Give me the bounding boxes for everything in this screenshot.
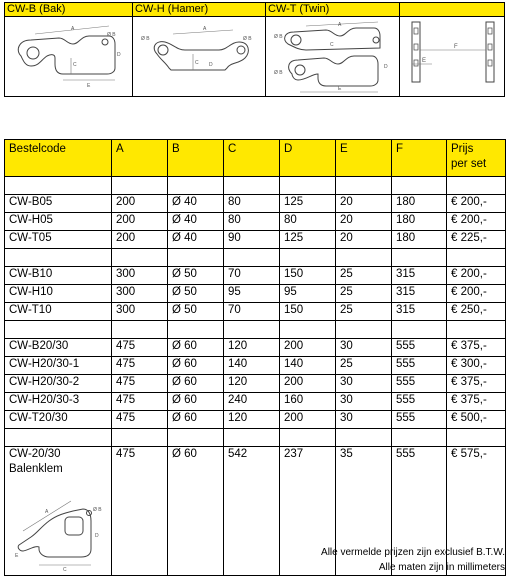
svg-text:Ø B: Ø B [243,36,252,42]
value-cell: 120 [224,375,280,393]
svg-text:E: E [422,58,427,64]
value-cell: 200 [112,213,168,231]
value-cell: Ø 40 [168,213,224,231]
value-cell: € 375,- [447,339,506,357]
svg-text:A: A [45,509,49,515]
value-cell: 475 [112,411,168,429]
header-divider [504,2,505,97]
value-cell: 140 [280,357,336,375]
table-row [5,195,506,213]
empty-cell [5,429,112,447]
value-cell: € 300,- [447,357,506,375]
value-cell: 315 [392,285,447,303]
spacer-row [5,249,506,267]
empty-cell [168,249,224,267]
empty-cell [392,429,447,447]
value-cell: 20 [336,195,392,213]
value-cell: 555 [392,375,447,393]
spacer-row [5,429,506,447]
empty-cell [168,321,224,339]
order-code-cell: CW-H20/30-3 [5,393,112,411]
value-cell: 555 [392,357,447,375]
value-cell: 150 [280,303,336,321]
value-cell: 80 [224,195,280,213]
value-cell: 237 [280,447,336,576]
value-cell: 90 [224,231,280,249]
order-code-cell: CW-H20/30-2 [5,375,112,393]
value-cell: 25 [336,285,392,303]
value-cell: 35 [336,447,392,576]
empty-cell [224,321,280,339]
empty-cell [336,249,392,267]
value-cell: 200 [280,411,336,429]
value-cell: 180 [392,213,447,231]
value-cell: 120 [224,411,280,429]
svg-text:Ø B: Ø B [93,507,102,513]
value-cell: 70 [224,303,280,321]
value-cell: 300 [112,285,168,303]
profile-label-hamer: CW-H (Hamer) [132,2,265,17]
empty-cell [112,321,168,339]
order-code-cell: CW-H10 [5,285,112,303]
value-cell: € 200,- [447,285,506,303]
balenklem-drawing [9,487,105,571]
col-header: E [336,140,392,177]
empty-cell [392,177,447,195]
value-cell: 200 [280,375,336,393]
empty-cell [336,321,392,339]
empty-cell [447,177,506,195]
col-header: F [392,140,447,177]
order-code-cell: CW-B05 [5,195,112,213]
value-cell: 150 [280,267,336,285]
value-cell: 30 [336,339,392,357]
order-code-cell: CW-T20/30 [5,411,112,429]
value-cell: 95 [280,285,336,303]
twin-profile-drawing [266,18,399,96]
empty-cell [280,249,336,267]
table-header-row [5,140,506,177]
col-header: A [112,140,168,177]
order-code-cell: CW-T05 [5,231,112,249]
value-cell: 200 [112,231,168,249]
value-cell: Ø 60 [168,393,224,411]
svg-text:Ø B: Ø B [274,34,283,40]
empty-cell [168,429,224,447]
svg-text:A: A [338,22,342,28]
svg-text:E: E [87,83,91,89]
value-cell: 70 [224,267,280,285]
value-cell: 240 [224,393,280,411]
value-cell: 200 [280,339,336,357]
svg-text:Ø B: Ø B [107,32,116,38]
value-cell: 20 [336,213,392,231]
value-cell: Ø 60 [168,411,224,429]
profile-label-bak: CW-B (Bak) [4,2,132,17]
value-cell: 25 [336,267,392,285]
table-row [5,357,506,375]
value-cell: 30 [336,411,392,429]
value-cell: 25 [336,357,392,375]
value-cell: 475 [112,393,168,411]
footer-vat-note: Alle vermelde prijzen zijn exclusief B.T.W. [321,547,505,558]
value-cell: 80 [224,213,280,231]
order-code-cell: CW-H05 [5,213,112,231]
value-cell: Ø 40 [168,195,224,213]
value-cell: Ø 60 [168,447,224,576]
empty-cell [447,249,506,267]
value-cell: 95 [224,285,280,303]
value-cell: 315 [392,303,447,321]
value-cell: € 200,- [447,267,506,285]
value-cell: 25 [336,303,392,321]
svg-text:A: A [71,26,75,32]
value-cell: Ø 50 [168,303,224,321]
svg-text:F: F [454,44,458,50]
order-code-cell: CW-T10 [5,303,112,321]
value-cell: € 200,- [447,195,506,213]
empty-cell [280,177,336,195]
table-row [5,303,506,321]
value-cell: 160 [280,393,336,411]
order-code-cell: CW-B20/30 [5,339,112,357]
empty-cell [112,249,168,267]
col-header: Bestelcode [5,140,112,177]
col-header: B [168,140,224,177]
value-cell: Ø 50 [168,285,224,303]
value-cell: 300 [112,303,168,321]
table-row [5,231,506,249]
value-cell: 300 [112,267,168,285]
value-cell: € 200,- [447,213,506,231]
value-cell: 125 [280,231,336,249]
empty-cell [280,321,336,339]
svg-text:C: C [73,62,77,68]
empty-cell [447,429,506,447]
value-cell: 475 [112,375,168,393]
hamer-profile-drawing [133,18,265,96]
value-cell: € 375,- [447,393,506,411]
value-cell: 555 [392,411,447,429]
table-row [5,411,506,429]
value-cell: € 225,- [447,231,506,249]
specification-table [4,139,506,576]
svg-text:C: C [63,567,67,571]
value-cell: 125 [280,195,336,213]
svg-text:E: E [338,86,342,92]
svg-text:D: D [117,52,121,58]
svg-text:D: D [384,64,388,70]
empty-cell [5,321,112,339]
value-cell: 180 [392,231,447,249]
value-cell: 555 [392,339,447,357]
profile-label-twin: CW-T (Twin) [265,2,399,17]
value-cell: € 575,- [447,447,506,576]
side-view-drawing [400,18,504,96]
table-row [5,213,506,231]
col-header-price: Prijs per set [447,140,506,177]
value-cell: € 500,- [447,411,506,429]
svg-text:E: E [15,553,19,559]
value-cell: 120 [224,339,280,357]
order-code-cell [5,447,112,576]
empty-cell [224,249,280,267]
code-line: CW-20/30 [9,448,61,460]
svg-text:D: D [209,62,213,68]
table-row [5,339,506,357]
value-cell: 555 [392,447,447,576]
empty-cell [392,249,447,267]
value-cell: Ø 50 [168,267,224,285]
table-row [5,267,506,285]
value-cell: 20 [336,231,392,249]
value-cell: € 375,- [447,375,506,393]
svg-text:C: C [195,60,199,66]
empty-cell [168,177,224,195]
empty-cell [224,177,280,195]
value-cell: 200 [112,195,168,213]
header-top-border [4,2,505,3]
empty-cell [336,429,392,447]
empty-cell [5,177,112,195]
table-row [5,375,506,393]
order-code-cell: CW-H20/30-1 [5,357,112,375]
spacer-row [5,321,506,339]
empty-cell [112,177,168,195]
table-row [5,393,506,411]
value-cell: Ø 60 [168,357,224,375]
value-cell: Ø 60 [168,375,224,393]
svg-text:A: A [203,26,207,32]
value-cell: 542 [224,447,280,576]
empty-cell [280,429,336,447]
spacer-row [5,177,506,195]
table-row [5,285,506,303]
col-header: D [280,140,336,177]
svg-text:C: C [330,42,334,48]
svg-text:D: D [95,533,99,539]
profile-label-side [399,2,505,17]
order-code-cell: CW-B10 [5,267,112,285]
svg-text:Ø B: Ø B [274,70,283,76]
bak-profile-drawing [5,18,131,96]
value-cell: € 250,- [447,303,506,321]
code-line: Balenklem [9,463,63,475]
value-cell: Ø 60 [168,339,224,357]
value-cell: 80 [280,213,336,231]
value-cell: 30 [336,375,392,393]
value-cell: 555 [392,393,447,411]
value-cell: 30 [336,393,392,411]
value-cell: 475 [112,447,168,576]
value-cell: 140 [224,357,280,375]
empty-cell [224,429,280,447]
value-cell: 315 [392,267,447,285]
value-cell: 180 [392,195,447,213]
footer-units-note: Alle maten zijn in millimeters [378,562,505,573]
empty-cell [336,177,392,195]
value-cell: Ø 40 [168,231,224,249]
empty-cell [447,321,506,339]
empty-cell [112,429,168,447]
col-header: C [224,140,280,177]
empty-cell [392,321,447,339]
header-bottom-border [4,96,505,97]
empty-cell [5,249,112,267]
svg-text:Ø B: Ø B [141,36,150,42]
value-cell: 475 [112,339,168,357]
value-cell: 475 [112,357,168,375]
